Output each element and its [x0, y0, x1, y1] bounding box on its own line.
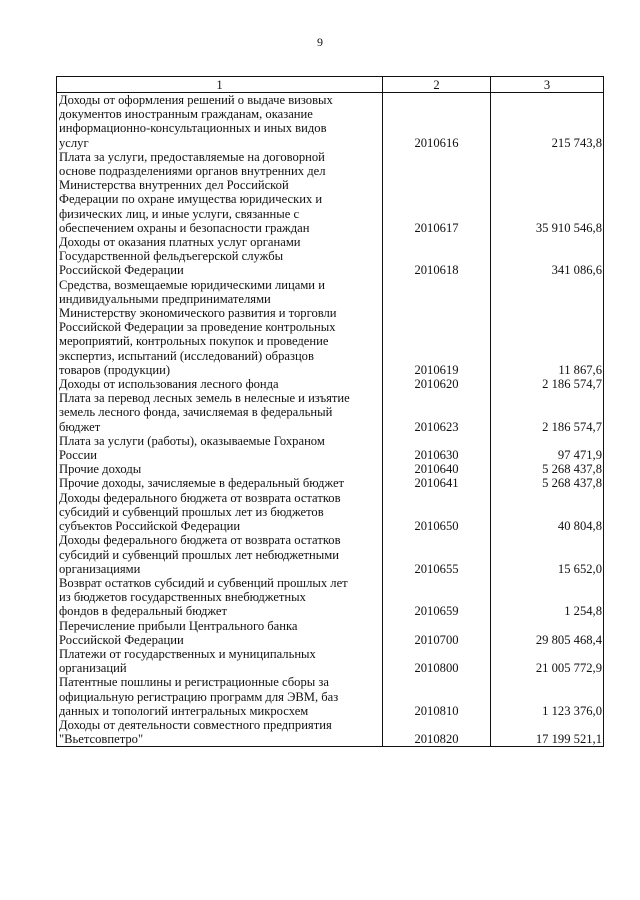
- revenue-name: Плата за перевод лесных земель в нелесные и изъятие земель лесного фонда, зачисляемая в федеральный бюджет: [59, 391, 350, 434]
- revenue-name-cell: [57, 93, 383, 150]
- revenue-name-cell: [57, 675, 383, 718]
- revenue-code: 2010655: [383, 533, 491, 576]
- revenue-amount: 2 186 574,7: [491, 391, 604, 434]
- revenue-amount: 341 086,6: [491, 235, 604, 278]
- revenue-code: 2010630: [383, 434, 491, 462]
- revenue-name: Доходы от использования лесного фонда: [59, 377, 279, 392]
- revenue-name: Доходы от оформления решений о выдаче визовых документов иностранным гражданам, оказание информационно-консультационных и иных видов услуг: [59, 93, 333, 150]
- revenue-code: 2010650: [383, 491, 491, 534]
- revenue-amount: 15 652,0: [491, 533, 604, 576]
- revenue-amount: 2 186 574,7: [491, 377, 604, 391]
- revenue-table: [56, 76, 604, 747]
- revenue-name-cell: [57, 619, 383, 647]
- header-row: [57, 77, 604, 93]
- revenue-name-cell: [57, 476, 383, 490]
- revenue-name-cell: [57, 718, 383, 747]
- revenue-name: Доходы федерального бюджета от возврата остатков субсидий и субвенций прошлых лет небюджетными организациями: [59, 533, 341, 576]
- revenue-name: Средства, возмещаемые юридическими лицами и индивидуальными предпринимателями Министерству экономического развития и торговли Российской Федерации за проведение контрольных мероприятий, контрольных покупок и проведение экспертиз, испытаний (исследований) образцов товаров (продукции): [59, 277, 337, 377]
- revenue-amount: 1 123 376,0: [491, 675, 604, 718]
- revenue-amount: 1 254,8: [491, 576, 604, 619]
- revenue-code: 2010620: [383, 377, 491, 391]
- table-row: [57, 278, 604, 377]
- revenue-code: 2010617: [383, 150, 491, 235]
- table-header: [57, 77, 604, 93]
- revenue-amount: 17 199 521,1: [491, 718, 604, 747]
- revenue-name-cell: [57, 235, 383, 278]
- revenue-name: Плата за услуги, предоставляемые на договорной основе подразделениями органов внутренних дел Министерства внутренних дел Российской Федерации по охране имущества юридических и физических лиц, и иные услуги, связанные с обеспечением охраны и безопасности граждан: [59, 149, 326, 235]
- revenue-amount: 11 867,6: [491, 278, 604, 377]
- revenue-code: 2010700: [383, 619, 491, 647]
- revenue-name: Доходы от оказания платных услуг органами Государственной фельдъегерской службы Российской Федерации: [59, 235, 301, 278]
- page-number: 9: [317, 35, 323, 49]
- revenue-name: Платежи от государственных и муниципальных организаций: [59, 646, 316, 676]
- revenue-code: 2010619: [383, 278, 491, 377]
- revenue-code: 2010659: [383, 576, 491, 619]
- revenue-amount: 5 268 437,8: [491, 476, 604, 490]
- revenue-name-cell: [57, 533, 383, 576]
- revenue-name-cell: [57, 150, 383, 235]
- revenue-name: Прочие доходы: [59, 462, 142, 477]
- revenue-code: 2010618: [383, 235, 491, 278]
- table-body: [57, 93, 604, 747]
- revenue-code: 2010820: [383, 718, 491, 747]
- table-row: [57, 434, 604, 462]
- column-header-1: 1: [57, 77, 383, 93]
- revenue-amount: 40 804,8: [491, 491, 604, 534]
- table-row: [57, 462, 604, 476]
- revenue-code: 2010623: [383, 391, 491, 434]
- table-row: [57, 647, 604, 675]
- revenue-name-cell: [57, 391, 383, 434]
- table-row: [57, 576, 604, 619]
- revenue-amount: 215 743,8: [491, 93, 604, 150]
- table-row: [57, 93, 604, 150]
- revenue-amount: 97 471,9: [491, 434, 604, 462]
- table-row: [57, 491, 604, 534]
- table-row: [57, 619, 604, 647]
- table-row: [57, 235, 604, 278]
- revenue-name-cell: [57, 647, 383, 675]
- revenue-code: 2010640: [383, 462, 491, 476]
- revenue-name: Патентные пошлины и регистрационные сборы за официальную регистрацию программ для ЭВМ, баз данных и топологий интегральных микросхем: [59, 675, 339, 718]
- revenue-name: Плата за услуги (работы), оказываемые Гохраном России: [59, 433, 325, 463]
- revenue-code: 2010810: [383, 675, 491, 718]
- revenue-code: 2010616: [383, 93, 491, 150]
- table-row: [57, 476, 604, 490]
- column-header-2: 2: [383, 77, 491, 93]
- revenue-amount: 29 805 468,4: [491, 619, 604, 647]
- revenue-name-cell: [57, 462, 383, 476]
- table-row: [57, 150, 604, 235]
- table-row: [57, 718, 604, 747]
- table-row: [57, 533, 604, 576]
- revenue-name-cell: [57, 377, 383, 391]
- revenue-name: Доходы федерального бюджета от возврата остатков субсидий и субвенций прошлых лет из бюджетов субъектов Российской Федерации: [59, 490, 341, 534]
- revenue-name-cell: [57, 278, 383, 377]
- revenue-name: Прочие доходы, зачисляемые в федеральный бюджет: [59, 476, 345, 491]
- revenue-name-cell: [57, 576, 383, 619]
- table-row: [57, 377, 604, 391]
- revenue-name: Доходы от деятельности совместного предприятия "Вьетсовпетро": [59, 717, 332, 747]
- table-row: [57, 391, 604, 434]
- revenue-name-cell: [57, 491, 383, 534]
- table-row: [57, 675, 604, 718]
- revenue-amount: 35 910 546,8: [491, 150, 604, 235]
- revenue-code: 2010800: [383, 647, 491, 675]
- revenue-code: 2010641: [383, 476, 491, 490]
- revenue-amount: 5 268 437,8: [491, 462, 604, 476]
- column-header-3: 3: [491, 77, 604, 93]
- revenue-name: Возврат остатков субсидий и субвенций прошлых лет из бюджетов государственных внебюджетных фондов в федеральный бюджет: [59, 575, 348, 619]
- revenue-name-cell: [57, 434, 383, 462]
- revenue-amount: 21 005 772,9: [491, 647, 604, 675]
- revenue-name: Перечисление прибыли Центрального банка Российской Федерации: [59, 618, 298, 647]
